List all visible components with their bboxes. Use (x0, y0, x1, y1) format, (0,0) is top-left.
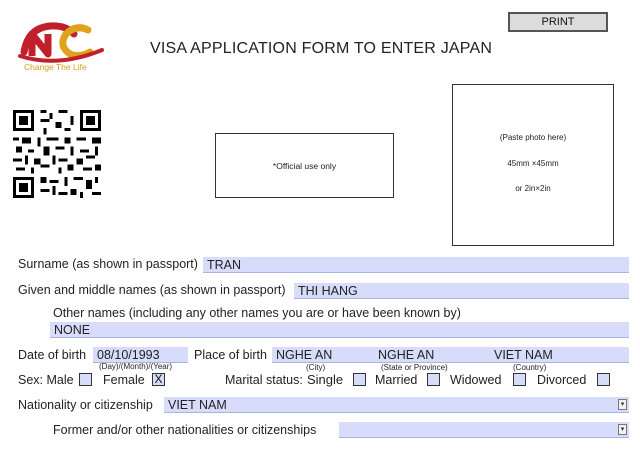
other-names-field[interactable]: NONE (50, 322, 629, 338)
surname-field[interactable]: TRAN (203, 257, 629, 273)
former-nationalities-select[interactable] (339, 422, 629, 438)
pob-city-hint: (City) (306, 363, 326, 372)
dob-label: Date of birth (18, 348, 87, 362)
qr-code-icon (12, 110, 102, 198)
sex-male-checkbox[interactable] (79, 373, 92, 386)
logo-tagline: Change The Life (24, 62, 87, 72)
nationality-label: Nationality or citizenship (18, 398, 153, 412)
pob-state-value: NGHE AN (378, 348, 435, 362)
marital-married-checkbox[interactable] (427, 373, 440, 386)
other-names-label: Other names (including any other names you are or have been known by) (53, 306, 461, 320)
marital-status-label: Marital status: (225, 373, 303, 387)
surname-label: Surname (as shown in passport) (18, 257, 198, 271)
marital-widowed-checkbox[interactable] (513, 373, 526, 386)
nationality-value: VIET NAM (168, 398, 227, 412)
marital-single-label: Single (307, 372, 344, 387)
sex-female-checkbox[interactable]: X (152, 373, 165, 386)
marital-widowed-label: Widowed (450, 373, 502, 387)
marital-married-label: Married (375, 373, 418, 387)
sex-male-label: Sex: Male (18, 373, 74, 387)
marital-divorced-checkbox[interactable] (597, 373, 610, 386)
print-button[interactable]: PRINT (508, 12, 608, 32)
photo-size-in: or 2in×2in (515, 184, 551, 193)
page-title: VISA APPLICATION FORM TO ENTER JAPAN (150, 40, 493, 57)
pob-city-value: NGHE AN (276, 348, 333, 362)
dob-field[interactable]: 08/10/1993 (93, 347, 188, 363)
pob-state-hint: (State or Province) (381, 363, 448, 372)
pob-country-hint: (Country) (513, 363, 547, 372)
former-nationalities-label: Former and/or other nationalities or citizenships (53, 423, 317, 437)
marital-single-checkbox[interactable] (353, 373, 366, 386)
official-use-box (215, 133, 394, 198)
official-use-text: *Official use only (272, 160, 337, 171)
photo-instruction: (Paste photo here) (499, 133, 567, 142)
given-names-field[interactable]: THI HANG (294, 283, 629, 299)
pob-label: Place of birth (194, 348, 267, 362)
marital-divorced-label: Divorced (537, 373, 587, 387)
photo-box (452, 84, 614, 246)
dob-format-hint: (Day)/(Month)/(Year) (99, 362, 173, 371)
pob-country-value: VIET NAM (494, 348, 553, 362)
chevron-down-icon[interactable]: ▾ (618, 399, 627, 410)
nationality-select[interactable] (164, 397, 629, 413)
sex-female-label: Female (103, 373, 145, 387)
chevron-down-icon[interactable]: ▾ (618, 424, 627, 435)
pob-field[interactable] (272, 347, 629, 363)
photo-size-mm: 45mm ×45mm (507, 159, 559, 168)
given-names-label: Given and middle names (as shown in passport) (18, 283, 286, 297)
